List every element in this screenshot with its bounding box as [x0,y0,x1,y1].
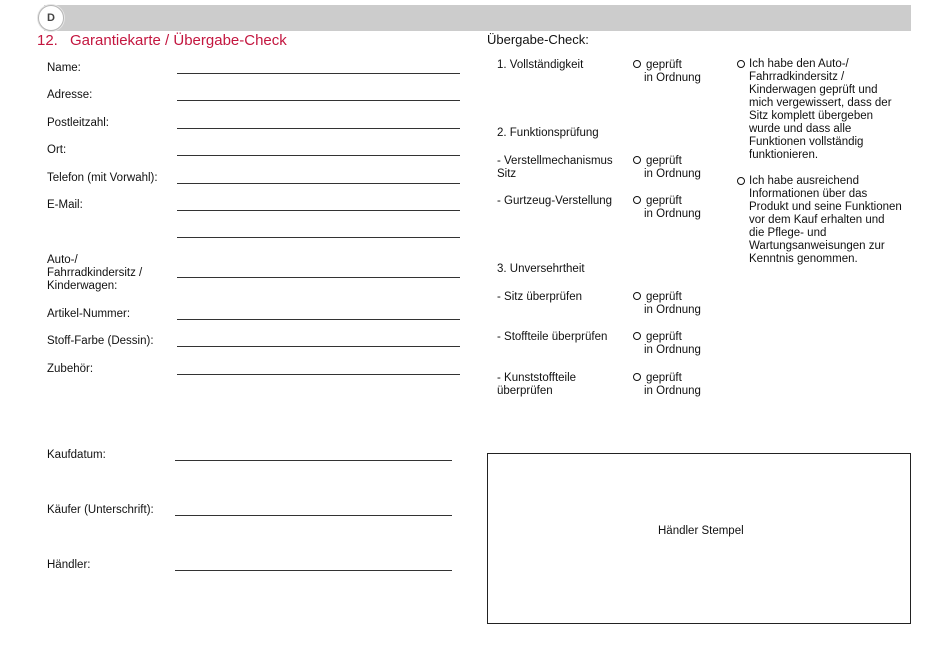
city-field[interactable] [177,155,460,156]
handover-check-heading: Übergabe-Check: [487,32,589,47]
radio-circle-icon[interactable] [633,292,641,300]
check-adjustment-mechanism: - Verstellmechanismus Sitz [497,155,613,180]
checked-label: geprüft [646,195,682,207]
radio-circle-icon[interactable] [737,177,745,185]
postal-code-label: Postleitzahl: [47,117,110,129]
radio-circle-icon[interactable] [633,373,641,381]
email-label: E-Mail: [47,199,83,211]
product-type-label: Auto-/ Fahrradkindersitz / Kinderwagen: [47,254,143,292]
email-field-extra[interactable] [177,237,460,238]
check-integrity-heading: 3. Unversehrtheit [497,263,585,275]
check-fabric-option[interactable] [633,331,701,357]
header-bar [44,5,911,31]
check-seat-option[interactable] [633,291,701,317]
article-number-label: Artikel-Nummer: [47,308,131,320]
radio-circle-icon[interactable] [633,60,641,68]
radio-circle-icon[interactable] [633,196,641,204]
dealer-label: Händler: [47,559,91,571]
check-adjustment-option[interactable] [633,155,701,181]
check-fabric-parts: - Stoffteile überprüfen [497,331,608,343]
ok-label: in Ordnung [644,344,701,356]
section-title: Garantiekarte / Übergabe-Check [70,32,287,49]
address-field[interactable] [177,100,460,101]
fabric-color-label: Stoff-Farbe (Dessin): [47,335,154,347]
ok-label: in Ordnung [644,304,701,316]
radio-circle-icon[interactable] [737,60,745,68]
check-function-heading: 2. Funktionsprüfung [497,127,599,139]
phone-label: Telefon (mit Vorwahl): [47,172,158,184]
name-field[interactable] [177,73,460,74]
confirmation-statement-2[interactable] [737,175,902,266]
confirmation-statement-1[interactable] [737,58,902,162]
check-seat: - Sitz überprüfen [497,291,583,303]
buyer-signature-label: Käufer (Unterschrift): [47,504,154,516]
fabric-color-field[interactable] [177,346,460,347]
radio-circle-icon[interactable] [633,332,641,340]
dealer-stamp-box [487,453,911,624]
checked-label: geprüft [646,59,682,71]
postal-code-field[interactable] [177,128,460,129]
radio-circle-icon[interactable] [633,156,641,164]
address-label: Adresse: [47,89,93,101]
section-number: 12. [37,32,58,49]
city-label: Ort: [47,144,67,156]
ok-label: in Ordnung [644,385,701,397]
check-plastic-option[interactable] [633,372,701,398]
language-badge: D [38,5,64,31]
article-number-field[interactable] [177,319,460,320]
phone-field[interactable] [177,183,460,184]
checked-label: geprüft [646,372,682,384]
check-harness-adjustment: - Gurtzeug-Verstellung [497,195,613,207]
accessories-field[interactable] [177,374,460,375]
purchase-date-field[interactable] [175,460,452,461]
dealer-field[interactable] [175,570,452,571]
checked-label: geprüft [646,331,682,343]
page-title [37,32,287,49]
buyer-signature-field[interactable] [175,515,452,516]
email-field[interactable] [177,210,460,211]
checked-label: geprüft [646,291,682,303]
name-label: Name: [47,62,81,74]
ok-label: in Ordnung [644,168,701,180]
accessories-label: Zubehör: [47,363,94,375]
statement-text: Ich habe den Auto-/ Fahrradkindersitz / Kinderwagen geprüft und mich vergewissert, dass der Sitz komplett übergeben wurde und dass alle Funktionen vollständig funktionieren. [749,58,892,161]
check-harness-option[interactable] [633,195,701,221]
ok-label: in Ordnung [644,72,701,84]
check-completeness-option[interactable] [633,59,701,85]
checked-label: geprüft [646,155,682,167]
check-completeness: 1. Vollständigkeit [497,59,584,71]
product-type-field[interactable] [177,277,460,278]
ok-label: in Ordnung [644,208,701,220]
dealer-stamp-label: Händler Stempel [658,525,744,537]
purchase-date-label: Kaufdatum: [47,449,106,461]
check-plastic-parts: - Kunststoffteile überprüfen [497,372,577,397]
statement-text: Ich habe ausreichend Informationen über das Produkt und seine Funktionen vor dem Kauf erhalten und die Pflege- und Wartungsanweisungen zur Kenntnis genommen. [749,175,902,265]
